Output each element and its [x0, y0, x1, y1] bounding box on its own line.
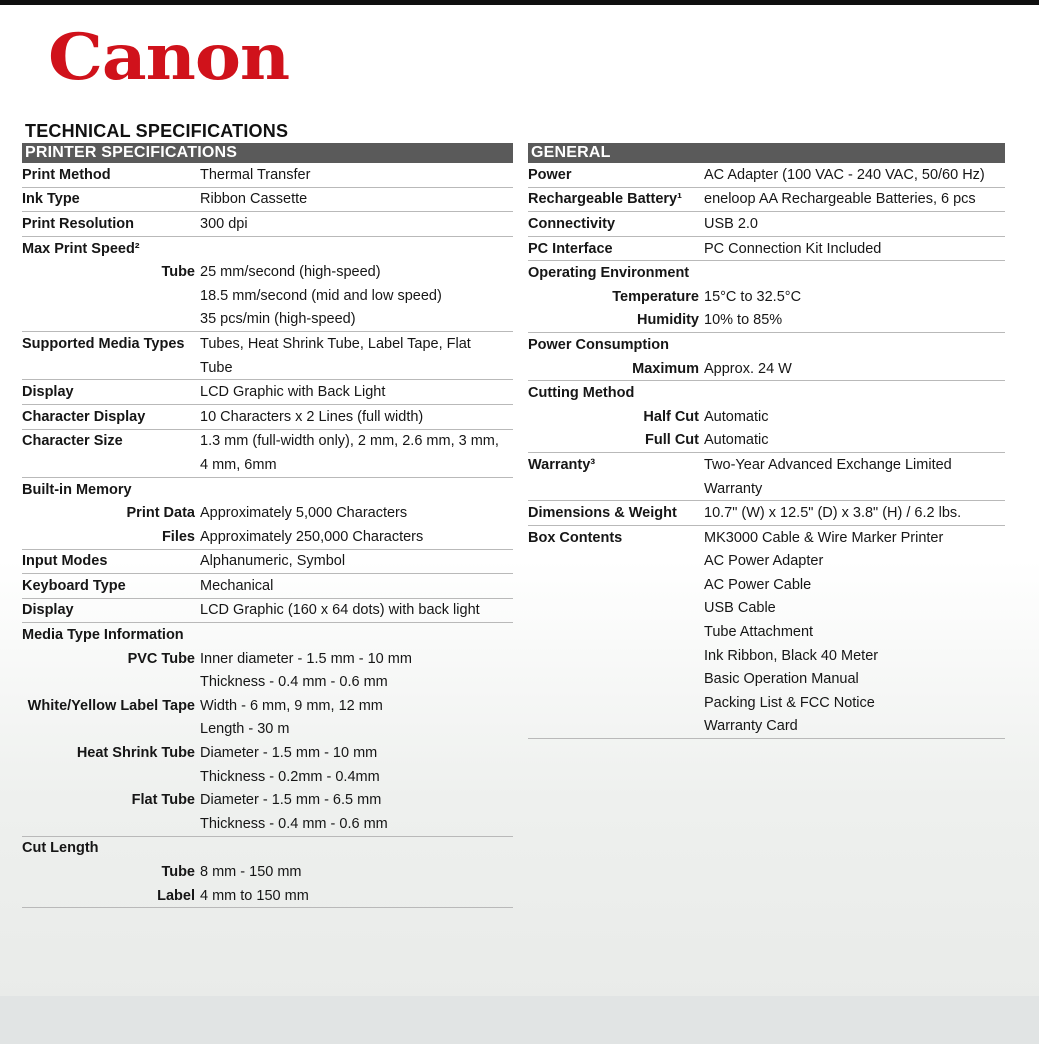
spec-line: [22, 574, 513, 598]
spec-row: [528, 333, 1005, 381]
spec-line: [22, 623, 513, 647]
spec-sublabel: White/Yellow Label Tape: [27, 697, 195, 714]
spec-value: 8 mm - 150 mm: [200, 864, 302, 881]
spec-row: [22, 430, 513, 478]
spec-line: [22, 647, 513, 671]
spec-value: LCD Graphic with Back Light: [200, 384, 386, 401]
spec-line: [22, 308, 513, 332]
spec-row: [528, 261, 1005, 333]
spec-sublabel: Heat Shrink Tube: [76, 745, 195, 762]
spec-line: [528, 550, 1005, 574]
spec-value: Tube Attachment: [704, 624, 814, 641]
printer-specifications-column: [22, 143, 513, 908]
spec-label: Character Display: [22, 408, 146, 425]
spec-row: [22, 837, 513, 909]
spec-value: 300 dpi: [200, 215, 248, 232]
spec-label: Display: [22, 384, 74, 401]
spec-value: USB Cable: [704, 600, 776, 617]
spec-line: [22, 741, 513, 765]
spec-line: [22, 188, 513, 212]
spec-line: [528, 429, 1005, 453]
spec-label: Dimensions & Weight: [528, 505, 677, 522]
spec-line: [528, 188, 1005, 212]
spec-line: [528, 309, 1005, 333]
spec-value: Warranty: [704, 480, 763, 497]
spec-row: [528, 526, 1005, 739]
spec-label: Box Contents: [528, 529, 623, 546]
spec-value: Diameter - 1.5 mm - 10 mm: [200, 745, 378, 762]
spec-line: [528, 405, 1005, 429]
spec-value: Approximately 250,000 Characters: [200, 528, 424, 545]
spec-line: [528, 237, 1005, 261]
spec-row: [22, 237, 513, 332]
spec-line: [22, 453, 513, 477]
general-table: [528, 163, 1005, 739]
spec-line: [528, 620, 1005, 644]
spec-line: [22, 380, 513, 404]
spec-value: 18.5 mm/second (mid and low speed): [200, 287, 442, 304]
spec-label: Warranty³: [528, 456, 596, 473]
spec-value: Thickness - 0.2mm - 0.4mm: [200, 768, 380, 785]
spec-sublabel: Temperature: [612, 288, 699, 305]
spec-line: [528, 261, 1005, 285]
spec-label: Character Size: [22, 433, 123, 450]
spec-line: [22, 788, 513, 812]
spec-value: Tubes, Heat Shrink Tube, Label Tape, Flat: [200, 335, 471, 352]
spec-value: Ink Ribbon, Black 40 Meter: [704, 647, 879, 664]
spec-value: Inner diameter - 1.5 mm - 10 mm: [200, 650, 412, 667]
general-header: GENERAL: [528, 143, 1005, 163]
spec-sublabel: Flat Tube: [131, 792, 195, 809]
spec-label: Keyboard Type: [22, 577, 126, 594]
spec-value: Thickness - 0.4 mm - 0.6 mm: [200, 815, 388, 832]
spec-row: [22, 405, 513, 430]
spec-label: Cut Length: [22, 840, 99, 857]
spec-row: [528, 453, 1005, 501]
spec-label: Print Method: [22, 166, 111, 183]
spec-label: Input Modes: [22, 553, 108, 570]
spec-label: Connectivity: [528, 215, 616, 232]
spec-label: Media Type Information: [22, 627, 184, 644]
spec-line: [22, 812, 513, 836]
spec-value: Tube: [200, 359, 233, 376]
spec-row: [22, 332, 513, 380]
spec-row: [22, 163, 513, 188]
spec-row: [22, 574, 513, 599]
spec-line: [528, 573, 1005, 597]
spec-value: Width - 6 mm, 9 mm, 12 mm: [200, 697, 383, 714]
spec-line: [22, 430, 513, 454]
spec-line: [528, 333, 1005, 357]
spec-line: [528, 715, 1005, 739]
spec-value: Length - 30 m: [200, 721, 290, 738]
spec-line: [22, 765, 513, 789]
spec-line: [22, 837, 513, 861]
spec-value: USB 2.0: [704, 215, 758, 232]
spec-row: [22, 212, 513, 237]
spec-row: [528, 163, 1005, 188]
spec-sublabel: PVC Tube: [127, 650, 195, 667]
spec-line: [528, 285, 1005, 309]
spec-line: [528, 644, 1005, 668]
page-title: TECHNICAL SPECIFICATIONS: [25, 121, 289, 141]
spec-value: AC Power Cable: [704, 576, 812, 593]
spec-value: 15°C to 32.5°C: [704, 288, 802, 305]
spec-sublabel: Humidity: [636, 312, 699, 329]
spec-line: [528, 597, 1005, 621]
spec-line: [22, 718, 513, 742]
spec-line: [22, 356, 513, 380]
spec-value: Basic Operation Manual: [704, 671, 859, 688]
spec-line: [528, 163, 1005, 187]
spec-value: 10.7" (W) x 12.5" (D) x 3.8" (H) / 6.2 lbs.: [704, 505, 962, 522]
spec-value: Approx. 24 W: [704, 360, 792, 377]
spec-label: Operating Environment: [528, 265, 690, 282]
spec-line: [528, 526, 1005, 550]
spec-label: Display: [22, 602, 74, 619]
spec-line: [22, 284, 513, 308]
canon-logo: Canon: [48, 20, 290, 95]
spec-line: [528, 453, 1005, 477]
spec-value: AC Power Adapter: [704, 553, 824, 570]
spec-label: Power Consumption: [528, 336, 669, 353]
spec-label: Print Resolution: [22, 215, 134, 232]
spec-label: Max Print Speed²: [22, 240, 140, 257]
spec-line: [22, 670, 513, 694]
spec-label: Built-in Memory: [22, 481, 132, 498]
spec-line: [22, 599, 513, 623]
spec-value: MK3000 Cable & Wire Marker Printer: [704, 529, 944, 546]
spec-value: Alphanumeric, Symbol: [200, 553, 346, 570]
spec-row: [22, 550, 513, 575]
spec-sublabel: Full Cut: [645, 432, 699, 449]
spec-value: Mechanical: [200, 577, 274, 594]
spec-line: [22, 212, 513, 236]
spec-line: [528, 477, 1005, 501]
spec-line: [22, 860, 513, 884]
top-border: [0, 0, 1039, 5]
spec-value: Automatic: [704, 408, 769, 425]
spec-sublabel: Maximum: [632, 360, 699, 377]
spec-label: Ink Type: [22, 191, 80, 208]
spec-row: [22, 380, 513, 405]
spec-sublabel: Half Cut: [643, 408, 699, 425]
spec-row: [528, 212, 1005, 237]
spec-sublabel: Label: [157, 887, 195, 904]
spec-line: [528, 381, 1005, 405]
spec-line: [22, 694, 513, 718]
spec-value: eneloop AA Rechargeable Batteries, 6 pcs: [704, 191, 976, 208]
spec-row: [528, 237, 1005, 262]
spec-row: [22, 478, 513, 550]
spec-value: AC Adapter (100 VAC - 240 VAC, 50/60 Hz): [704, 166, 985, 183]
spec-line: [22, 405, 513, 429]
spec-value: Thickness - 0.4 mm - 0.6 mm: [200, 674, 388, 691]
spec-label: Power: [528, 166, 572, 183]
spec-line: [528, 357, 1005, 381]
spec-value: 35 pcs/min (high-speed): [200, 311, 356, 328]
bottom-band: [0, 996, 1039, 1044]
spec-line: [22, 237, 513, 261]
printer-specifications-header: PRINTER SPECIFICATIONS: [22, 143, 513, 163]
spec-line: [22, 525, 513, 549]
spec-label: PC Interface: [528, 240, 613, 257]
spec-value: PC Connection Kit Included: [704, 240, 882, 257]
spec-line: [528, 667, 1005, 691]
printer-specifications-table: [22, 163, 513, 908]
spec-value: 10% to 85%: [704, 312, 783, 329]
spec-row: [528, 501, 1005, 526]
spec-line: [22, 163, 513, 187]
spec-value: Diameter - 1.5 mm - 6.5 mm: [200, 792, 382, 809]
spec-value: Automatic: [704, 432, 769, 449]
spec-label: Cutting Method: [528, 385, 635, 402]
spec-value: Warranty Card: [704, 718, 798, 735]
spec-sublabel: Print Data: [126, 505, 195, 522]
spec-line: [22, 884, 513, 908]
spec-value: Packing List & FCC Notice: [704, 694, 875, 711]
spec-row: [528, 381, 1005, 453]
spec-row: [22, 188, 513, 213]
spec-line: [22, 501, 513, 525]
spec-line: [22, 332, 513, 356]
spec-label: Supported Media Types: [22, 335, 185, 352]
spec-value: Approximately 5,000 Characters: [200, 505, 408, 522]
spec-value: 25 mm/second (high-speed): [200, 264, 381, 281]
spec-value: 10 Characters x 2 Lines (full width): [200, 408, 424, 425]
spec-line: [528, 212, 1005, 236]
spec-sublabel: Tube: [161, 864, 195, 881]
general-column: [528, 143, 1005, 739]
spec-label: Rechargeable Battery¹: [528, 191, 682, 208]
spec-line: [22, 478, 513, 502]
spec-value: Thermal Transfer: [200, 166, 311, 183]
spec-row: [22, 599, 513, 624]
spec-value: Two-Year Advanced Exchange Limited: [704, 456, 952, 473]
spec-value: LCD Graphic (160 x 64 dots) with back light: [200, 602, 480, 619]
spec-value: 4 mm, 6mm: [200, 456, 277, 473]
spec-sublabel: Files: [161, 528, 195, 545]
spec-row: [22, 623, 513, 836]
spec-line: [22, 550, 513, 574]
spec-line: [528, 501, 1005, 525]
spec-line: [22, 260, 513, 284]
spec-line: [528, 691, 1005, 715]
spec-value: Ribbon Cassette: [200, 191, 308, 208]
spec-value: 1.3 mm (full-width only), 2 mm, 2.6 mm, 3 mm,: [200, 433, 499, 450]
spec-sublabel: Tube: [161, 264, 195, 281]
spec-row: [528, 188, 1005, 213]
spec-value: 4 mm to 150 mm: [200, 887, 309, 904]
